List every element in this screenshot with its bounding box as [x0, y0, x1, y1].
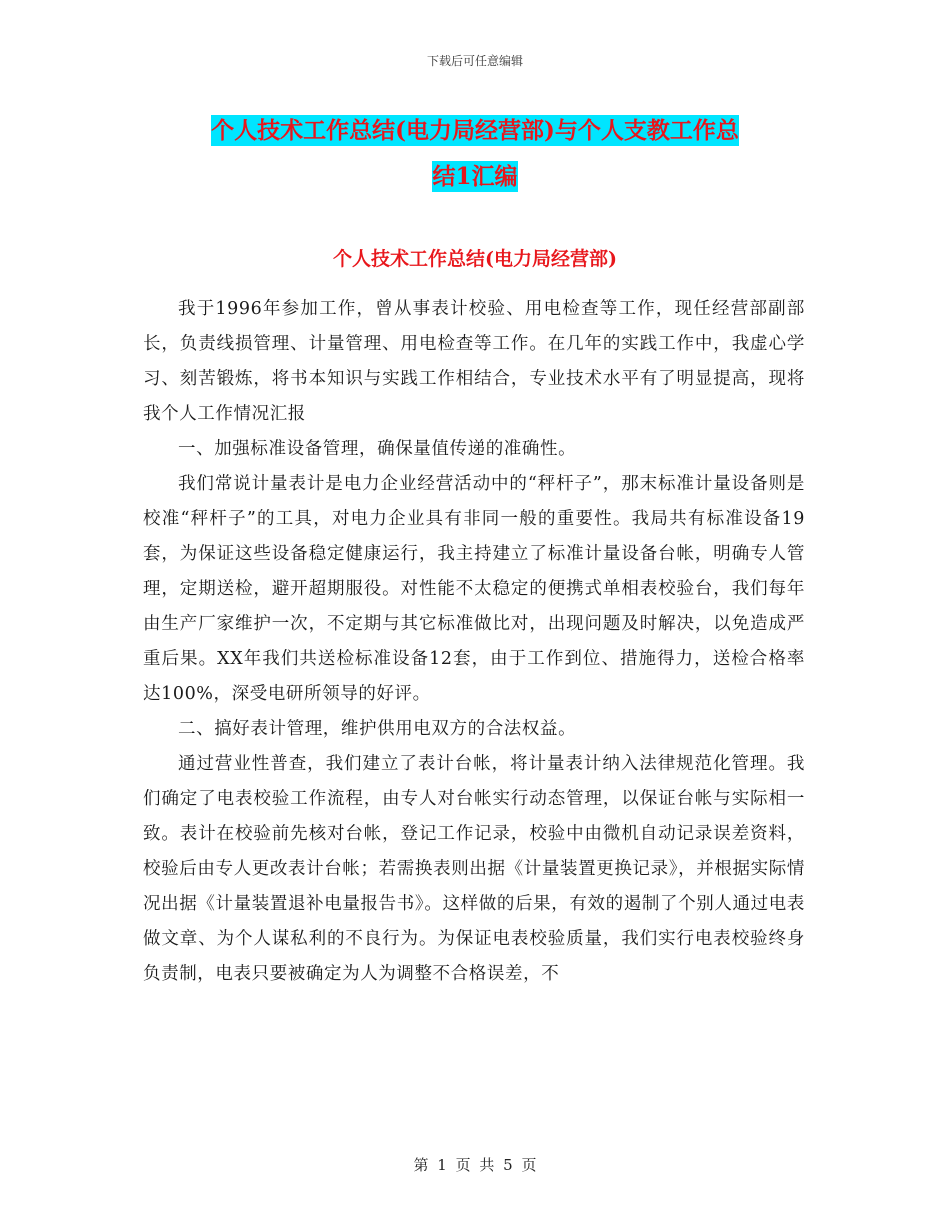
- document-title-line2: 结1汇编: [432, 163, 518, 190]
- paragraph-standard-equipment: 我们常说计量表计是电力企业经营活动中的“秤杆子”，那末标准计量设备则是校准“秤杆子”的工具，对电力企业具有非同一般的重要性。我局共有标准设备19套，为保证这些设备稳定健康运行，我主持建立了标准计量设备台帐，明确专人管理，定期送检，避开超期服役。对性能不太稳定的便携式单相表校验台，我们每年由生产厂家维护一次，不定期与其它标准做比对，出现问题及时解决，以免造成严重后果。XX年我们共送检标准设备12套，由于工作到位、措施得力，送检合格率达100%，深受电研所领导的好评。: [143, 474, 805, 704]
- document-title: [150, 108, 800, 200]
- document-body: [143, 292, 805, 992]
- paragraph-intro: 我于1996年参加工作，曾从事表计校验、用电检查等工作，现任经营部副部长，负责线损管理、计量管理、用电检查等工作。在几年的实践工作中，我虚心学习、刻苦锻炼，将书本知识与实践工作相结合，专业技术水平有了明显提高，现将我个人工作情况汇报: [143, 299, 805, 424]
- heading-section-two: 二、搞好表计管理，维护供用电双方的合法权益。: [178, 719, 577, 739]
- page-number-footer: 第 1 页 共 5 页: [413, 1156, 537, 1174]
- document-title-line1: 个人技术工作总结(电力局经营部)与个人支教工作总: [211, 117, 739, 144]
- paragraph-meter-management: 通过营业性普查，我们建立了表计台帐，将计量表计纳入法律规范化管理。我们确定了电表校验工作流程，由专人对台帐实行动态管理，以保证台帐与实际相一致。表计在校验前先核对台帐，登记工作记录，校验中由微机自动记录误差资料，校验后由专人更改表计台帐；若需换表则出据《计量装置更换记录》，并根据实际情况出据《计量装置退补电量报告书》。这样做的后果，有效的遏制了个别人通过电表做文章、为个人谋私利的不良行为。为保证电表校验质量，我们实行电表校验终身负责制，电表只要被确定为人为调整不合格误差，不: [143, 754, 805, 984]
- page-header-note: 下载后可任意编辑: [426, 54, 523, 68]
- heading-section-one: 一、加强标准设备管理，确保量值传递的准确性。: [178, 439, 577, 459]
- section-title: 个人技术工作总结(电力局经营部): [333, 248, 617, 270]
